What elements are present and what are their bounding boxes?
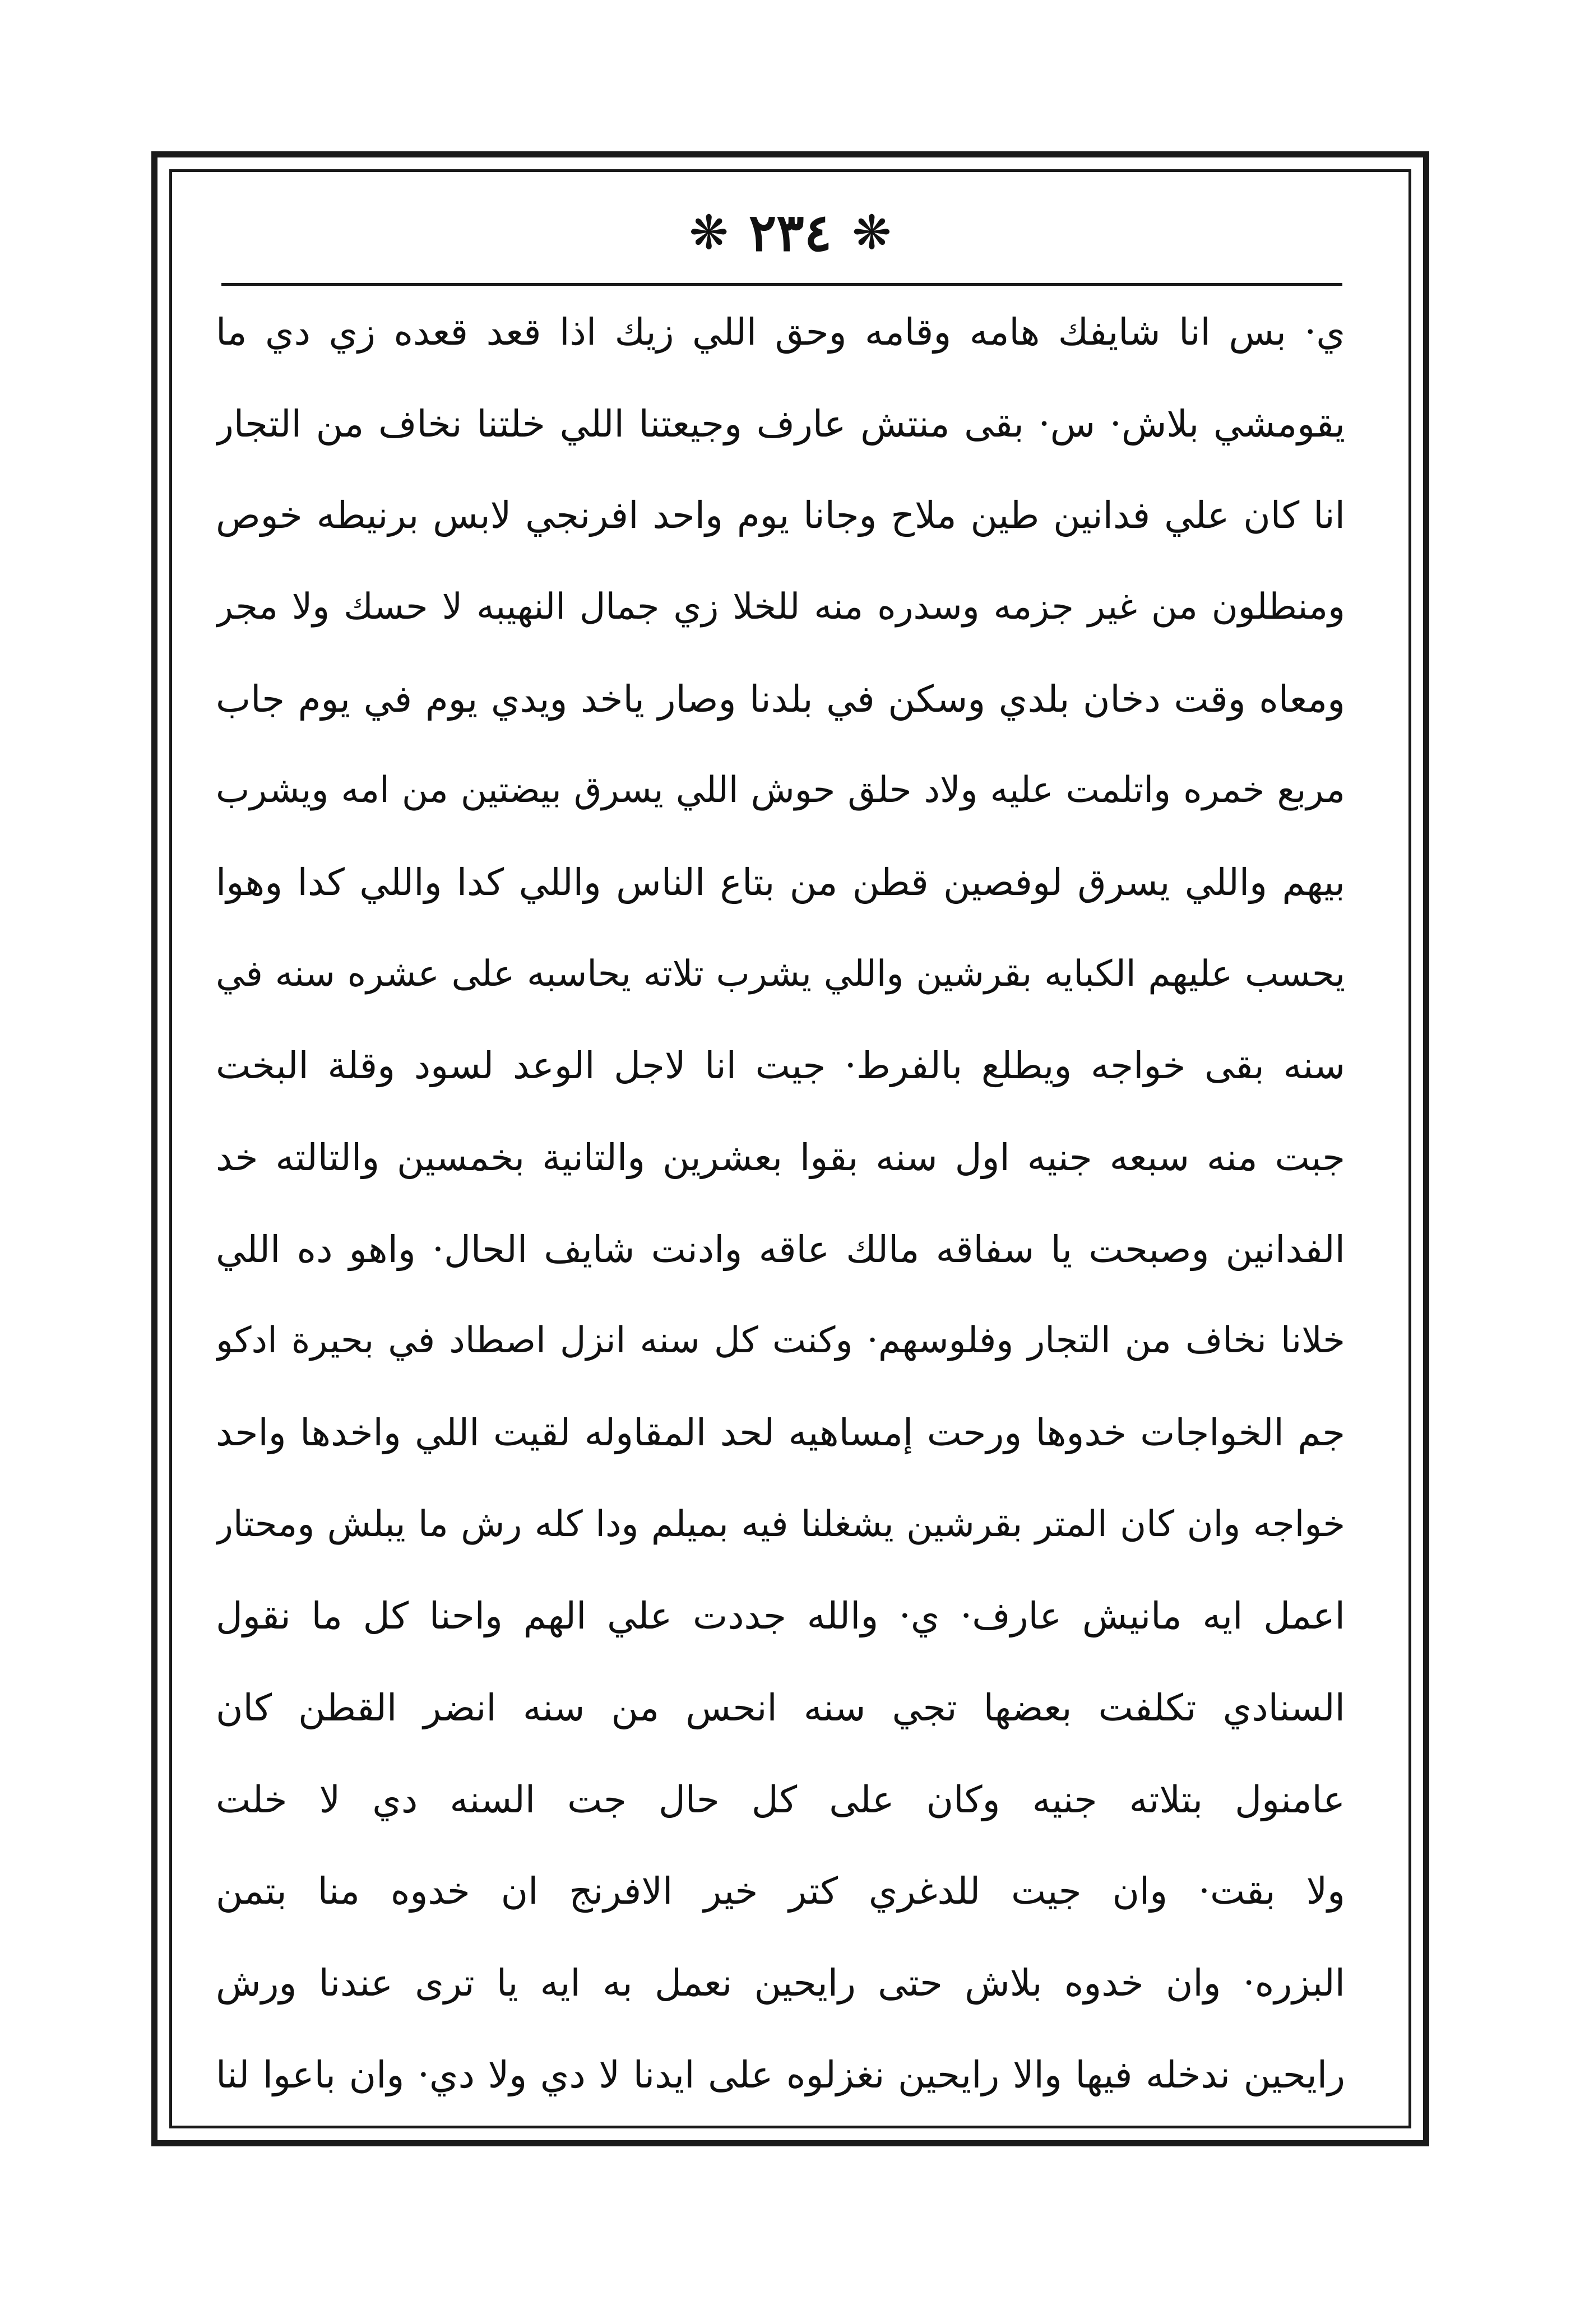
header-divider — [221, 283, 1342, 286]
text-line: جبت منه سبعه جنيه اول سنه بقوا بعشرين والتانية بخمسين والتالته خد — [216, 1139, 1345, 1180]
ornament-left-icon: ❋ — [689, 205, 729, 260]
text-line: بيهم واللي يسرق لوفصين قطن من بتاع الناس واللي كدا واللي كدا وهوا — [216, 864, 1345, 904]
text-line: خواجه وان كان المتر بقرشين يشغلنا فيه بميلم ودا كله رش ما يبلش ومحتار — [216, 1506, 1345, 1545]
page-header — [191, 191, 1390, 275]
text-line: رايحين ندخله فيها والا رايحين نغزلوه على ايدنا لا دي ولا دي· وان باعوا لنا — [216, 2056, 1345, 2096]
text-line: سنه بقى خواجه ويطلع بالفرط· جيت انا لاجل الوعد لسود وقلة البخت — [216, 1047, 1345, 1088]
text-line: اعمل ايه مانيش عارف· ي· والله جددت علي الهم واحنا كل ما نقول — [216, 1598, 1345, 1638]
text-line: يحسب عليهم الكبايه بقرشين واللي يشرب تلاته يحاسبه على عشره سنه في — [216, 955, 1345, 995]
text-line: خلانا نخاف من التجار وفلوسهم· وكنت كل سنه انزل اصطاد في بحيرة ادكو — [216, 1323, 1345, 1362]
text-line: البزره· وان خدوه بلاش حتى رايحين نعمل به ايه يا ترى عندنا ورش — [216, 1965, 1345, 2005]
text-line: ومعاه وقت دخان بلدي وسكن في بلدنا وصار ياخد ويدي يوم في يوم جاب — [216, 680, 1345, 721]
text-line: ومنطلون من غير جزمه وسدره منه للخلا زي جمال النهيبه لا حسك ولا مجر — [216, 589, 1345, 628]
text-line: انا كان علي فدانين طين ملاح وجانا يوم واحد افرنجي لابس برنيطه خوص — [216, 497, 1345, 537]
text-line: ي· بس انا شايفك هامه وقامه وحق اللي زيك اذا قعد قعده زي دي ما — [216, 314, 1345, 354]
text-line: مربع خمره واتلمت عليه ولاد حلق حوش اللي يسرق بيضتين من امه ويشرب — [216, 772, 1345, 811]
page-number: ٢٣٤ — [748, 202, 832, 263]
text-line: يقومشي بلاش· س· بقى منتش عارف وجيعتنا اللي خلتنا نخاف من التجار — [216, 405, 1345, 446]
text-line: ولا بقت· وان جيت للدغري كتر خير الافرنج ان خدوه منا بتمن — [216, 1873, 1345, 1913]
text-line: جم الخواجات خدوها ورحت إمساهيه لحد المقاوله لقيت اللي واخدها واحد — [216, 1414, 1345, 1455]
text-line: السنادي تكلفت بعضها تجي سنه انحس من سنه انضر القطن كان — [216, 1690, 1345, 1730]
body-text — [216, 314, 1345, 2102]
text-line: عامنول بتلاته جنيه وكان على كل حال جت السنه دي لا خلت — [216, 1781, 1345, 1821]
text-line: الفدانين وصبحت يا سفاقه مالك عاقه وادنت شايف الحال· واهو ده اللي — [216, 1231, 1345, 1271]
ornament-right-icon: ❋ — [852, 205, 892, 260]
